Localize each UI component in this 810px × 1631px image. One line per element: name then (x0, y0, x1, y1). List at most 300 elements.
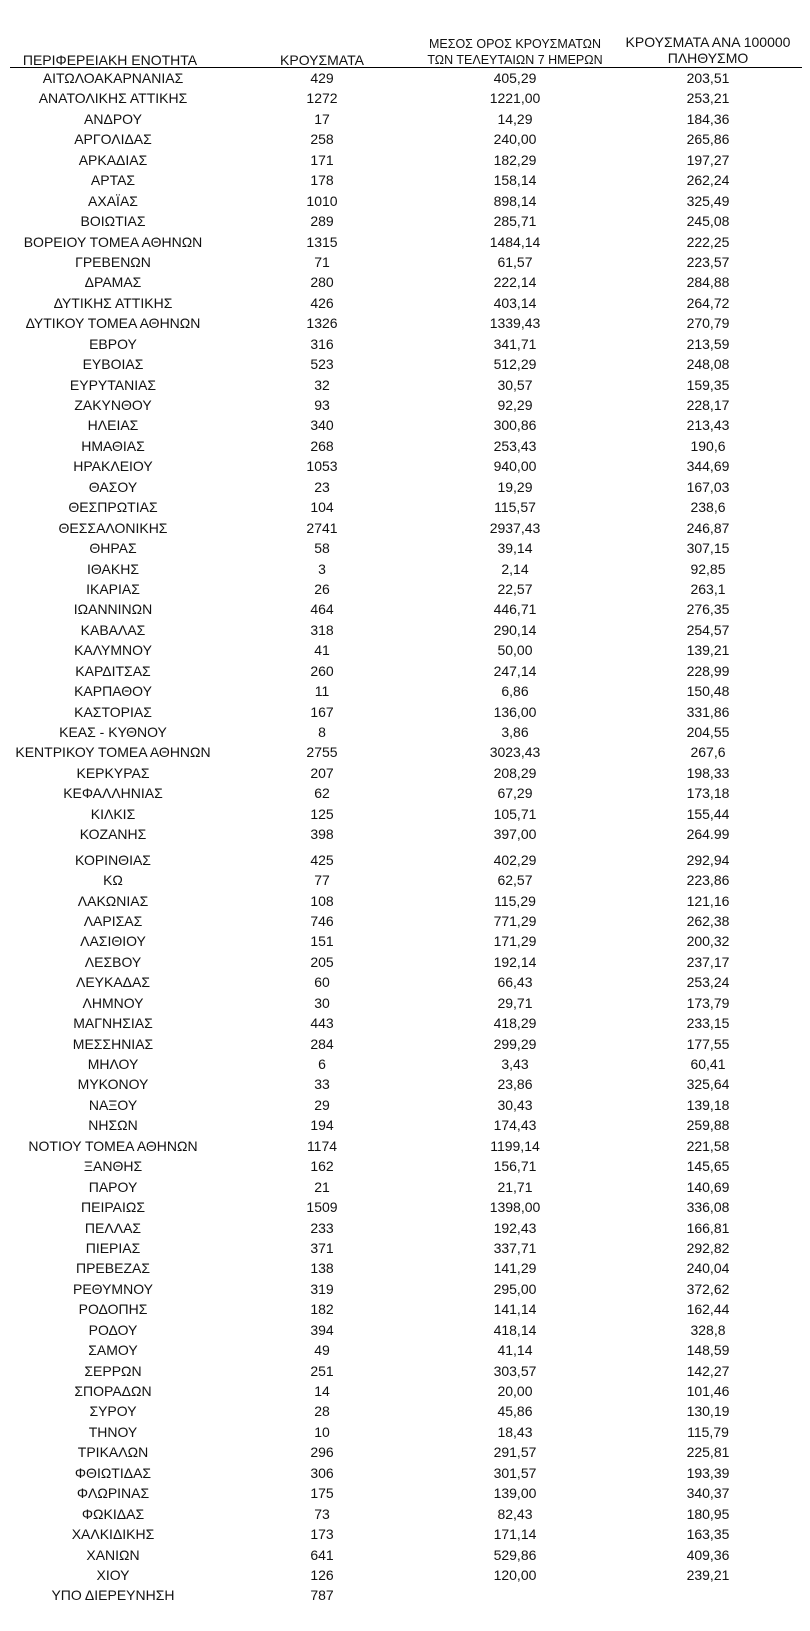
table-row (0, 334, 810, 354)
cell-cases: 182 (310, 1301, 334, 1318)
cell-region: ΚΕΝΤΡΙΚΟΥ ΤΟΜΕΑ ΑΘΗΝΩΝ (15, 744, 211, 761)
table-row (0, 415, 810, 435)
cell-avg7: 6,86 (501, 683, 529, 700)
cell-region: ΤΗΝΟΥ (88, 1423, 138, 1440)
cell-avg7: 303,57 (493, 1362, 537, 1379)
cell-avg7: 418,29 (493, 1015, 537, 1032)
table-row (0, 1258, 810, 1278)
cell-cases: 77 (314, 872, 330, 889)
cell-cases: 746 (310, 912, 334, 929)
table-row (0, 293, 810, 313)
cell-per100k: 159,35 (686, 376, 730, 393)
cell-cases: 426 (310, 294, 334, 311)
cell-per100k: 292,82 (686, 1239, 730, 1256)
cell-per100k: 213,59 (686, 335, 730, 352)
cell-per100k: 259,88 (686, 1117, 730, 1134)
cell-region: ΣΕΡΡΩΝ (84, 1362, 142, 1379)
cell-region: ΘΕΣΣΑΛΟΝΙΚΗΣ (58, 519, 168, 536)
cell-avg7: 92,29 (497, 397, 533, 413)
cell-avg7: 62,57 (497, 872, 533, 889)
cell-cases: 1174 (306, 1137, 338, 1154)
table-row (0, 1095, 810, 1115)
cell-per100k: 60,41 (690, 1056, 726, 1072)
cell-region: ΘΗΡΑΣ (89, 540, 137, 557)
header-per100k-line2: ΠΛΗΘΥΣΜΟ (667, 50, 749, 66)
cell-region: ΔΥΤΙΚΟΥ ΤΟΜΕΑ ΑΘΗΝΩΝ (25, 315, 201, 332)
table-row (0, 599, 810, 619)
cell-region: ΕΥΒΟΙΑΣ (82, 356, 144, 373)
cell-cases: 260 (310, 662, 334, 679)
cell-avg7: 529,86 (493, 1546, 537, 1563)
header-avg7 (410, 22, 620, 68)
cell-per100k: 173,79 (686, 994, 730, 1011)
cell-per100k: 222,25 (686, 233, 730, 250)
cell-region: ΙΘΑΚΗΣ (87, 560, 139, 577)
cell-cases: 32 (314, 376, 330, 393)
cell-region: ΧΑΛΚΙΔΙΚΗΣ (71, 1526, 155, 1543)
cell-per100k: 245,08 (686, 213, 730, 230)
table-row (0, 497, 810, 517)
cell-cases: 162 (310, 1158, 334, 1175)
cell-region: ΑΡΤΑΣ (90, 172, 136, 189)
cell-per100k: 225,81 (686, 1444, 730, 1461)
cell-region: ΕΥΡΥΤΑΝΙΑΣ (69, 376, 157, 393)
cell-avg7: 192,43 (493, 1219, 537, 1236)
cell-avg7: 1221,00 (489, 90, 541, 107)
cell-avg7: 22,57 (497, 580, 533, 597)
table-body (0, 68, 810, 1606)
cell-per100k: 328,8 (690, 1321, 726, 1338)
cell-per100k: 331,86 (686, 703, 730, 720)
cell-avg7: 158,14 (493, 172, 537, 189)
cell-per100k: 262,24 (686, 172, 730, 189)
cell-per100k: 264.99 (686, 826, 730, 843)
cell-cases: 306 (310, 1464, 334, 1481)
cell-avg7: 18,43 (497, 1423, 533, 1440)
cell-region: ΡΕΘΥΜΝΟΥ (72, 1280, 153, 1297)
cell-region: ΑΡΚΑΔΙΑΣ (78, 151, 148, 168)
table-row (0, 354, 810, 374)
cell-per100k: 248,08 (686, 356, 730, 373)
cell-avg7: 29,71 (497, 994, 533, 1011)
table-row (0, 477, 810, 497)
table-row (0, 313, 810, 333)
cell-per100k: 263,1 (690, 580, 726, 597)
cell-region: ΜΥΚΟΝΟΥ (77, 1076, 149, 1093)
cell-avg7: 300,86 (493, 417, 537, 434)
cell-per100k: 180,95 (686, 1505, 730, 1522)
table-row (0, 272, 810, 292)
cell-cases: 104 (310, 499, 334, 516)
cell-per100k: 145,65 (686, 1158, 730, 1175)
cell-per100k: 130,19 (686, 1403, 730, 1420)
cell-per100k: 92,85 (690, 560, 726, 577)
cell-avg7: 222,14 (493, 274, 537, 291)
cell-per100k: 184,36 (686, 110, 730, 127)
cell-per100k: 162,44 (686, 1301, 730, 1318)
cell-avg7: 1199,14 (490, 1137, 540, 1154)
table-row (0, 870, 810, 890)
cell-per100k: 325,64 (686, 1076, 730, 1093)
table-header (0, 22, 810, 68)
cell-per100k: 276,35 (686, 601, 730, 618)
cell-cases: 319 (310, 1280, 334, 1297)
table-row (0, 722, 810, 742)
cell-per100k: 240,04 (686, 1260, 730, 1277)
table-row (0, 538, 810, 558)
header-per100k (610, 22, 806, 68)
cell-cases: 10 (314, 1423, 330, 1440)
cell-avg7: 253,43 (493, 437, 537, 454)
cell-region: ΠΡΕΒΕΖΑΣ (75, 1260, 150, 1277)
cell-per100k: 115,79 (687, 1423, 729, 1440)
cell-cases: 233 (310, 1219, 334, 1236)
cell-avg7: 299,29 (493, 1035, 537, 1052)
cell-cases: 175 (310, 1485, 334, 1502)
cell-per100k: 265,86 (686, 131, 730, 148)
cell-region: ΚΩ (103, 872, 123, 889)
cell-cases: 73 (314, 1505, 330, 1522)
cell-per100k: 233,15 (686, 1015, 730, 1032)
table-row (0, 640, 810, 660)
cell-region: ΧΙΟΥ (96, 1566, 130, 1583)
cell-cases: 787 (310, 1587, 334, 1604)
cell-avg7: 141,14 (493, 1301, 537, 1318)
table-row (0, 1422, 810, 1442)
cell-avg7: 512,29 (493, 356, 537, 373)
cell-cases: 41 (314, 642, 330, 659)
cell-per100k: 228,99 (686, 662, 730, 679)
cell-cases: 26 (314, 580, 330, 597)
cell-region: ΚΕΑΣ - ΚΥΘΝΟΥ (59, 724, 167, 740)
cell-region: ΚΟΡΙΝΘΙΑΣ (75, 851, 151, 868)
cell-region: ΛΕΣΒΟΥ (84, 953, 142, 970)
table-row (0, 456, 810, 476)
table-row (0, 518, 810, 538)
cell-cases: 14 (314, 1383, 330, 1399)
cell-avg7: 247,14 (493, 662, 537, 679)
cell-avg7: 82,43 (497, 1505, 533, 1522)
table-row (0, 1034, 810, 1054)
cell-cases: 207 (310, 764, 334, 781)
cell-avg7: 41,14 (497, 1342, 533, 1359)
cell-cases: 443 (310, 1015, 334, 1032)
table-row (0, 252, 810, 272)
cell-per100k: 177,55 (686, 1035, 730, 1052)
table-row (0, 1238, 810, 1258)
cell-per100k: 197,27 (686, 151, 730, 168)
table-row (0, 1504, 810, 1524)
cell-per100k: 198,33 (686, 764, 730, 781)
header-avg7-line1: ΜΕΣΟΣ ΟΡΟΣ ΚΡΟΥΣΜΑΤΩΝ (428, 37, 602, 51)
cell-region: ΛΕΥΚΑΔΑΣ (75, 974, 151, 991)
cell-cases: 2741 (306, 519, 338, 536)
cell-region: ΒΟΡΕΙΟΥ ΤΟΜΕΑ ΑΘΗΝΩΝ (23, 233, 203, 250)
cell-per100k: 372,62 (686, 1280, 730, 1297)
cell-cases: 173 (310, 1526, 334, 1543)
cell-per100k: 139,18 (686, 1096, 730, 1113)
cell-avg7: 1398,00 (489, 1199, 541, 1216)
cell-cases: 194 (310, 1117, 334, 1134)
cell-per100k: 142,27 (686, 1362, 730, 1379)
cell-avg7: 120,00 (493, 1566, 537, 1583)
cell-avg7: 171,29 (493, 933, 537, 950)
cell-per100k: 190,6 (690, 437, 726, 454)
cell-avg7: 45,86 (497, 1403, 533, 1420)
cell-avg7: 403,14 (493, 294, 537, 311)
cell-region: ΦΛΩΡΙΝΑΣ (76, 1485, 150, 1502)
cell-per100k: 307,15 (686, 540, 730, 557)
table-row (0, 1340, 810, 1360)
cell-cases: 108 (310, 892, 334, 909)
cell-region: ΜΑΓΝΗΣΙΑΣ (73, 1015, 153, 1032)
table-row (0, 1013, 810, 1033)
cell-region: ΚΟΖΑΝΗΣ (79, 826, 147, 843)
cell-per100k: 253,21 (686, 90, 730, 107)
cell-per100k: 101,46 (686, 1383, 730, 1399)
cell-cases: 178 (310, 172, 334, 189)
header-cases (262, 22, 382, 68)
cell-cases: 289 (310, 213, 334, 230)
table-row (0, 1299, 810, 1319)
table-row (0, 620, 810, 640)
cell-per100k: 223,57 (686, 253, 730, 270)
cell-avg7: 208,29 (493, 764, 537, 781)
cell-region: ΖΑΚΥΝΘΟΥ (74, 397, 152, 413)
cell-region: ΦΘΙΩΤΙΔΑΣ (74, 1464, 152, 1481)
cell-avg7: 940,00 (493, 458, 537, 475)
cell-avg7: 61,57 (497, 253, 533, 270)
cell-per100k: 155,44 (686, 805, 730, 822)
table-row (0, 911, 810, 931)
cell-cases: 296 (310, 1444, 334, 1461)
table-row (0, 211, 810, 231)
cell-avg7: 115,57 (494, 499, 536, 516)
cell-cases: 71 (314, 253, 330, 270)
cell-cases: 167 (310, 703, 334, 720)
cell-avg7: 446,71 (493, 601, 537, 618)
cell-region: ΑΝΔΡΟΥ (84, 110, 142, 127)
cell-cases: 258 (310, 131, 334, 148)
cell-region: ΧΑΝΙΩΝ (86, 1546, 140, 1563)
cell-avg7: 397,00 (493, 826, 537, 843)
cell-cases: 8 (318, 724, 326, 740)
table-row (0, 824, 810, 844)
cell-per100k: 163,35 (686, 1526, 730, 1543)
cell-avg7: 67,29 (497, 785, 533, 802)
table-row (0, 1401, 810, 1421)
cell-per100k: 292,94 (686, 851, 730, 868)
cell-per100k: 336,08 (686, 1199, 730, 1216)
cell-region: ΝΗΣΩΝ (88, 1117, 138, 1134)
cell-region: ΚΑΒΑΛΑΣ (80, 621, 146, 638)
table-row (0, 1361, 810, 1381)
cell-region: ΛΑΚΩΝΙΑΣ (77, 892, 149, 909)
cell-cases: 11 (314, 683, 330, 700)
cell-per100k: 173,18 (686, 785, 730, 802)
cell-region: ΘΕΣΠΡΩΤΙΑΣ (68, 499, 158, 516)
cell-cases: 394 (310, 1321, 334, 1338)
cell-avg7: 1339,43 (489, 315, 541, 332)
table-row (0, 1381, 810, 1401)
table-row (0, 1524, 810, 1544)
cell-avg7: 21,71 (497, 1178, 533, 1195)
cell-per100k: 223,86 (686, 872, 730, 889)
cell-region: ΚΑΡΔΙΤΣΑΣ (75, 662, 151, 679)
cell-cases: 125 (310, 805, 334, 822)
table-row (0, 191, 810, 211)
cell-region: ΘΑΣΟΥ (88, 478, 138, 495)
cell-cases: 1326 (306, 315, 338, 332)
cell-cases: 93 (314, 397, 330, 413)
cell-avg7: 182,29 (493, 151, 537, 168)
cell-cases: 251 (310, 1362, 334, 1379)
cell-region: ΝΟΤΙΟΥ ΤΟΜΕΑ ΑΘΗΝΩΝ (28, 1137, 198, 1154)
cell-cases: 171 (310, 151, 334, 168)
cell-cases: 523 (310, 356, 334, 373)
table-row (0, 972, 810, 992)
cell-region: ΑΧΑΪΑΣ (88, 192, 138, 209)
cell-region: ΡΟΔΟΠΗΣ (78, 1301, 148, 1318)
cell-per100k: 262,38 (686, 912, 730, 929)
table-row (0, 1442, 810, 1462)
cell-per100k: 150,48 (686, 683, 730, 700)
cell-avg7: 337,71 (493, 1239, 537, 1256)
cell-avg7: 39,14 (497, 540, 533, 557)
header-region (0, 22, 220, 68)
cell-per100k: 140,69 (686, 1178, 730, 1195)
cell-cases: 21 (314, 1178, 330, 1195)
table-row (0, 1197, 810, 1217)
table-row (0, 763, 810, 783)
cell-avg7: 3023,43 (489, 744, 541, 761)
cell-region: ΝΑΞΟΥ (88, 1096, 138, 1113)
cell-per100k: 204,55 (686, 724, 730, 740)
cell-avg7: 3,43 (501, 1056, 529, 1072)
cell-per100k: 239,21 (686, 1566, 730, 1583)
cell-avg7: 23,86 (497, 1076, 533, 1093)
table-row (0, 993, 810, 1013)
cell-region: ΕΒΡΟΥ (89, 335, 137, 352)
cell-avg7: 66,43 (497, 974, 533, 991)
cell-region: ΙΩΑΝΝΙΝΩΝ (73, 601, 153, 618)
header-per100k-line1: ΚΡΟΥΣΜΑΤΑ ΑΝΑ 100000 (625, 34, 791, 50)
cell-per100k: 238,6 (690, 499, 726, 516)
table-row (0, 1565, 810, 1585)
table-row (0, 559, 810, 579)
cell-cases: 17 (314, 110, 330, 127)
cell-per100k: 409,36 (686, 1546, 730, 1563)
cell-cases: 1315 (306, 233, 338, 250)
cell-cases: 30 (314, 994, 330, 1011)
cell-per100k: 246,87 (686, 519, 730, 536)
cell-avg7: 50,00 (497, 642, 533, 659)
cell-per100k: 344,69 (686, 458, 730, 475)
table-row (0, 150, 810, 170)
cell-per100k: 228,17 (686, 397, 730, 413)
cell-region: ΛΑΣΙΘΙΟΥ (80, 933, 146, 950)
cell-avg7: 240,00 (493, 131, 537, 148)
cell-per100k: 200,32 (686, 933, 730, 950)
cell-region: ΑΝΑΤΟΛΙΚΗΣ ΑΤΤΙΚΗΣ (38, 90, 188, 107)
cell-cases: 6 (318, 1056, 326, 1072)
cell-region: ΜΕΣΣΗΝΙΑΣ (72, 1035, 154, 1052)
cell-cases: 138 (310, 1260, 334, 1277)
cell-cases: 425 (310, 851, 334, 868)
cell-avg7: 115,29 (494, 892, 536, 909)
table-row (0, 804, 810, 824)
cell-cases: 316 (310, 335, 334, 352)
cell-avg7: 30,57 (497, 376, 533, 393)
cell-avg7: 3,86 (501, 724, 529, 740)
cell-region: ΡΟΔΟΥ (88, 1321, 138, 1338)
cell-avg7: 30,43 (497, 1096, 533, 1113)
header-cases-label: ΚΡΟΥΣΜΑΤΑ (280, 52, 364, 68)
cell-region: ΚΕΦΑΛΛΗΝΙΑΣ (63, 785, 163, 802)
cell-region: ΑΡΓΟΛΙΔΑΣ (74, 131, 152, 148)
table-row (0, 375, 810, 395)
cell-avg7: 136,00 (493, 703, 537, 720)
cell-per100k: 340,37 (686, 1485, 730, 1502)
cell-per100k: 166,81 (686, 1219, 730, 1236)
cell-region: ΛΗΜΝΟΥ (82, 994, 144, 1011)
cell-avg7: 291,57 (493, 1444, 537, 1461)
cell-avg7: 1484,14 (489, 233, 541, 250)
cell-region: ΠΕΙΡΑΙΩΣ (81, 1199, 145, 1216)
cell-avg7: 341,71 (493, 335, 537, 352)
cell-region: ΠΕΛΛΑΣ (84, 1219, 142, 1236)
cell-region: ΗΡΑΚΛΕΙΟΥ (73, 458, 153, 475)
cell-avg7: 301,57 (493, 1464, 537, 1481)
table-row (0, 850, 810, 870)
table-row (0, 1463, 810, 1483)
table-row (0, 931, 810, 951)
cell-region: ΑΙΤΩΛΟΑΚΑΡΝΑΝΙΑΣ (42, 70, 184, 86)
cell-avg7: 2,14 (501, 560, 529, 577)
table-row (0, 232, 810, 252)
table-row (0, 579, 810, 599)
cell-region: ΙΚΑΡΙΑΣ (86, 580, 140, 597)
cell-avg7: 405,29 (493, 70, 537, 86)
cell-region: ΠΙΕΡΙΑΣ (85, 1239, 141, 1256)
cell-avg7: 141,29 (493, 1260, 537, 1277)
header-region-label: ΠΕΡΙΦΕΡΕΙΑΚΗ ΕΝΟΤΗΤΑ (22, 52, 198, 68)
table-row (0, 742, 810, 762)
cell-per100k: 148,59 (686, 1342, 730, 1359)
table-row (0, 436, 810, 456)
table-row (0, 1115, 810, 1135)
table-row (0, 1074, 810, 1094)
cell-region: ΠΑΡΟΥ (88, 1178, 138, 1195)
cell-cases: 151 (310, 933, 334, 950)
cell-cases: 3 (318, 560, 326, 577)
cell-per100k: 213,43 (686, 417, 730, 434)
table-row (0, 1156, 810, 1176)
cell-region: ΣΠΟΡΑΔΩΝ (74, 1383, 152, 1399)
cell-per100k: 284,88 (686, 274, 730, 291)
table-row (0, 1585, 810, 1605)
table-row (0, 170, 810, 190)
cell-per100k: 167,03 (686, 478, 730, 495)
cell-per100k: 325,49 (686, 192, 730, 209)
cell-cases: 49 (314, 1342, 330, 1359)
cell-region: ΚΑΡΠΑΘΟΥ (74, 683, 152, 700)
table-row (0, 1545, 810, 1565)
table-row (0, 891, 810, 911)
cell-cases: 60 (314, 974, 330, 991)
table-row (0, 952, 810, 972)
table-row (0, 129, 810, 149)
